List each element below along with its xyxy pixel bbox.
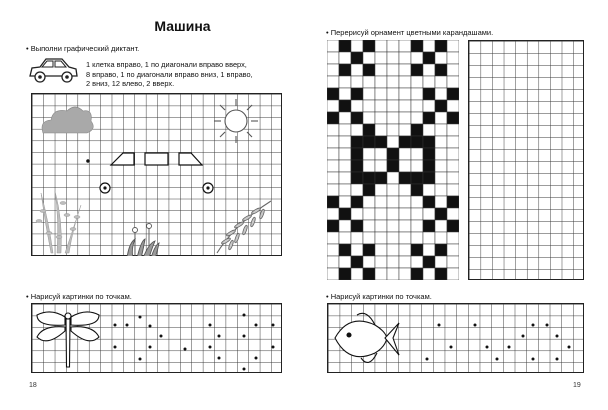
ornament-cell [363, 148, 375, 160]
ornament-cell [351, 244, 363, 256]
ornament-cell [351, 40, 363, 52]
ornament-cell [423, 112, 435, 124]
ornament-cell [375, 244, 387, 256]
ornament-cell [435, 196, 447, 208]
ornament-cell [423, 160, 435, 172]
ornament-cell [375, 52, 387, 64]
ornament-cell [399, 112, 411, 124]
ornament-cell [435, 40, 447, 52]
ornament-cell [423, 232, 435, 244]
task-dots-label-right: • Нарисуй картинки по точкам. [326, 292, 432, 301]
ornament-cell [435, 148, 447, 160]
page-title: Машина [154, 18, 211, 34]
ornament-cell [387, 64, 399, 76]
ornament-cell [399, 88, 411, 100]
ornament-cell [435, 268, 447, 280]
ornament-cell [327, 268, 339, 280]
ornament-cell [327, 220, 339, 232]
ornament-cell [411, 232, 423, 244]
ornament-cell [423, 184, 435, 196]
ornament-cell [411, 208, 423, 220]
ornament-pattern [327, 40, 459, 280]
ornament-cell [327, 112, 339, 124]
ornament-cell [339, 112, 351, 124]
ornament-cell [447, 64, 459, 76]
ornament-cell [423, 100, 435, 112]
ornament-cell [351, 88, 363, 100]
ornament-cell [363, 196, 375, 208]
ornament-cell [351, 64, 363, 76]
ornament-cell [435, 184, 447, 196]
ornament-cell [327, 184, 339, 196]
ornament-cell [399, 268, 411, 280]
ornament-cell [387, 148, 399, 160]
ornament-cell [447, 184, 459, 196]
ornament-cell [363, 40, 375, 52]
ornament-cell [363, 220, 375, 232]
ornament-cell [411, 100, 423, 112]
ornament-cell [399, 208, 411, 220]
ornament-cell [375, 148, 387, 160]
ornament-cell [363, 256, 375, 268]
ornament-cell [423, 148, 435, 160]
ornament-cell [363, 76, 375, 88]
ornament-cell [339, 52, 351, 64]
ornament-cell [423, 196, 435, 208]
ornament-cell [399, 172, 411, 184]
dictation-text [86, 60, 282, 89]
start-dot [86, 159, 90, 163]
ornament-cell [351, 160, 363, 172]
ornament-cell [363, 160, 375, 172]
ornament-cell [399, 148, 411, 160]
car-window-right [179, 153, 202, 165]
ornament-cell [435, 220, 447, 232]
ornament-cell [447, 100, 459, 112]
ornament-cell [375, 88, 387, 100]
ornament-cell [351, 232, 363, 244]
ornament-cell [375, 40, 387, 52]
ornament-cell [339, 100, 351, 112]
ornament-cell [327, 196, 339, 208]
ornament-cell [447, 124, 459, 136]
ornament-cell [363, 184, 375, 196]
ornament-cell [387, 208, 399, 220]
ornament-cell [387, 232, 399, 244]
ornament-cell [447, 136, 459, 148]
ornament-cell [411, 88, 423, 100]
ornament-cell [327, 244, 339, 256]
ornament-cell [327, 232, 339, 244]
ornament-cell [447, 232, 459, 244]
ornament-cell [435, 64, 447, 76]
ornament-cell [411, 136, 423, 148]
ornament-cell [447, 88, 459, 100]
ornament-cell [399, 244, 411, 256]
ornament-cell [351, 256, 363, 268]
ornament-cell [447, 112, 459, 124]
ornament-cell [363, 124, 375, 136]
ornament-cell [351, 196, 363, 208]
ornament-cell [411, 148, 423, 160]
ornament-cell [399, 184, 411, 196]
ornament-cell [387, 268, 399, 280]
ornament-cell [423, 268, 435, 280]
ornament-cell [423, 136, 435, 148]
task-ornament-label: • Перерисуй орнамент цветными карандашами. [326, 28, 494, 37]
ornament-copy-grid[interactable] [468, 40, 584, 280]
ornament-cell [411, 40, 423, 52]
ornament-cell [435, 112, 447, 124]
ornament-cell [339, 160, 351, 172]
ornament-cell [435, 232, 447, 244]
ornament-cell [399, 220, 411, 232]
ornament-cell [327, 148, 339, 160]
ornament-cell [327, 208, 339, 220]
ornament-cell [363, 112, 375, 124]
ornament-cell [399, 196, 411, 208]
ornament-cell [375, 136, 387, 148]
ornament-cell [327, 64, 339, 76]
ornament-cell [447, 76, 459, 88]
ornament-cell [399, 124, 411, 136]
ornament-cell [411, 172, 423, 184]
ornament-cell [447, 160, 459, 172]
ornament-cell [387, 196, 399, 208]
ornament-cell [363, 208, 375, 220]
car-window-left [111, 153, 134, 165]
ornament-cell [339, 172, 351, 184]
ornament-cell [339, 244, 351, 256]
ornament-cell [375, 268, 387, 280]
ornament-cell [387, 256, 399, 268]
task-dots-label: • Нарисуй картинки по точкам. [26, 292, 132, 301]
ornament-cell [423, 256, 435, 268]
ornament-cell [339, 136, 351, 148]
ornament-cell [363, 244, 375, 256]
ornament-cell [447, 256, 459, 268]
ornament-cell [387, 100, 399, 112]
ornament-cell [339, 184, 351, 196]
ornament-cell [375, 172, 387, 184]
ornament-cell [363, 64, 375, 76]
ornament-cell [435, 76, 447, 88]
ornament-cell [411, 184, 423, 196]
ornament-cell [423, 40, 435, 52]
ornament-cell [387, 160, 399, 172]
dictation-line: 2 вниз, 12 влево, 2 вверх. [86, 79, 175, 89]
ornament-cell [339, 64, 351, 76]
dragonfly-drawing [31, 303, 282, 373]
ornament-cell [351, 220, 363, 232]
ornament-cell [411, 112, 423, 124]
ornament-cell [435, 52, 447, 64]
ornament-cell [387, 52, 399, 64]
ornament-cell [351, 184, 363, 196]
ornament-cell [339, 148, 351, 160]
page-number-left: 18 [29, 382, 37, 389]
ornament-cell [375, 112, 387, 124]
ornament-cell [435, 88, 447, 100]
ornament-cell [339, 256, 351, 268]
ornament-cell [351, 112, 363, 124]
ornament-cell [399, 160, 411, 172]
grass-left-icon [36, 191, 81, 253]
dot-pattern [114, 314, 275, 371]
ornament-cell [447, 172, 459, 184]
car-icon [26, 54, 80, 88]
ornament-cell [327, 124, 339, 136]
ornament-cell [411, 220, 423, 232]
ornament-cell [339, 124, 351, 136]
ornament-cell [435, 160, 447, 172]
ornament-cell [435, 208, 447, 220]
ornament-cell [363, 268, 375, 280]
ornament-cell [387, 220, 399, 232]
ornament-cell [327, 100, 339, 112]
ornament-cell [339, 196, 351, 208]
ornament-cell [375, 184, 387, 196]
fish-icon [335, 313, 399, 362]
ornament-cell [423, 172, 435, 184]
ornament-cell [423, 208, 435, 220]
ornament-cell [375, 196, 387, 208]
ornament-cell [447, 268, 459, 280]
ornament-cell [411, 124, 423, 136]
ornament-cell [387, 124, 399, 136]
fern-icon [217, 201, 271, 253]
ornament-cell [387, 40, 399, 52]
ornament-cell [411, 268, 423, 280]
ornament-cell [375, 232, 387, 244]
ornament-cell [447, 148, 459, 160]
ornament-cell [327, 88, 339, 100]
dictation-drawings [31, 93, 282, 256]
ornament-cell [447, 40, 459, 52]
ornament-cell [363, 88, 375, 100]
cloud-icon [42, 107, 93, 133]
ornament-cell [435, 172, 447, 184]
ornament-cell [339, 268, 351, 280]
ornament-cell [435, 256, 447, 268]
ornament-cell [351, 52, 363, 64]
dictation-line: 8 вправо, 1 по диагонали вправо вниз, 1 вправо, [86, 69, 253, 79]
ornament-cell [447, 196, 459, 208]
ornament-cell [351, 76, 363, 88]
ornament-cell [375, 64, 387, 76]
ornament-cell [399, 40, 411, 52]
ornament-cell [375, 220, 387, 232]
ornament-cell [399, 256, 411, 268]
ornament-cell [327, 136, 339, 148]
ornament-cell [351, 172, 363, 184]
ornament-cell [327, 172, 339, 184]
sun-icon [214, 99, 258, 143]
fish-drawing [327, 303, 584, 373]
ornament-cell [363, 52, 375, 64]
ornament-cell [387, 112, 399, 124]
ornament-cell [363, 232, 375, 244]
ornament-cell [447, 220, 459, 232]
ornament-cell [351, 136, 363, 148]
ornament-cell [351, 148, 363, 160]
ornament-cell [411, 196, 423, 208]
task-dictation-label: • Выполни графический диктант. [26, 44, 140, 53]
dot-pattern [426, 324, 571, 361]
ornament-cell [375, 100, 387, 112]
ornament-cell [327, 52, 339, 64]
ornament-cell [339, 232, 351, 244]
ornament-cell [387, 88, 399, 100]
plant-icon [127, 224, 159, 257]
ornament-cell [399, 64, 411, 76]
ornament-cell [411, 244, 423, 256]
ornament-cell [327, 76, 339, 88]
ornament-cell [339, 208, 351, 220]
page-number-right: 19 [573, 382, 581, 389]
ornament-cell [375, 256, 387, 268]
ornament-cell [423, 88, 435, 100]
ornament-cell [363, 172, 375, 184]
ornament-cell [447, 208, 459, 220]
ornament-cell [411, 64, 423, 76]
ornament-cell [375, 160, 387, 172]
ornament-cell [375, 208, 387, 220]
ornament-cell [339, 88, 351, 100]
ornament-cell [423, 124, 435, 136]
ornament-cell [363, 136, 375, 148]
ornament-cell [363, 100, 375, 112]
ornament-cell [399, 232, 411, 244]
ornament-cell [387, 76, 399, 88]
ornament-cell [387, 172, 399, 184]
ornament-cell [327, 160, 339, 172]
ornament-cell [387, 244, 399, 256]
ornament-cell [399, 136, 411, 148]
ornament-cell [351, 100, 363, 112]
ornament-cell [435, 244, 447, 256]
ornament-cell [399, 100, 411, 112]
ornament-cell [435, 124, 447, 136]
car-window-middle [145, 153, 168, 165]
ornament-cell [423, 64, 435, 76]
ornament-cell [435, 136, 447, 148]
ornament-cell [423, 76, 435, 88]
ornament-cell [387, 136, 399, 148]
ornament-cell [447, 52, 459, 64]
ornament-cell [411, 52, 423, 64]
ornament-cell [423, 244, 435, 256]
ornament-cell [387, 184, 399, 196]
ornament-cell [411, 256, 423, 268]
ornament-cell [399, 52, 411, 64]
ornament-cell [351, 268, 363, 280]
ornament-cell [399, 76, 411, 88]
dragonfly-icon [37, 312, 99, 367]
ornament-cell [351, 208, 363, 220]
ornament-cell [327, 256, 339, 268]
ornament-cell [411, 160, 423, 172]
ornament-cell [423, 220, 435, 232]
ornament-cell [339, 76, 351, 88]
ornament-cell [423, 52, 435, 64]
ornament-cell [375, 76, 387, 88]
ornament-cell [435, 100, 447, 112]
ornament-cell [447, 244, 459, 256]
ornament-cell [339, 220, 351, 232]
dictation-line: 1 клетка вправо, 1 по диагонали вправо вверх, [86, 60, 247, 69]
ornament-cell [327, 40, 339, 52]
ornament-cell [411, 76, 423, 88]
ornament-cell [339, 40, 351, 52]
ornament-cell [351, 124, 363, 136]
ornament-cell [375, 124, 387, 136]
